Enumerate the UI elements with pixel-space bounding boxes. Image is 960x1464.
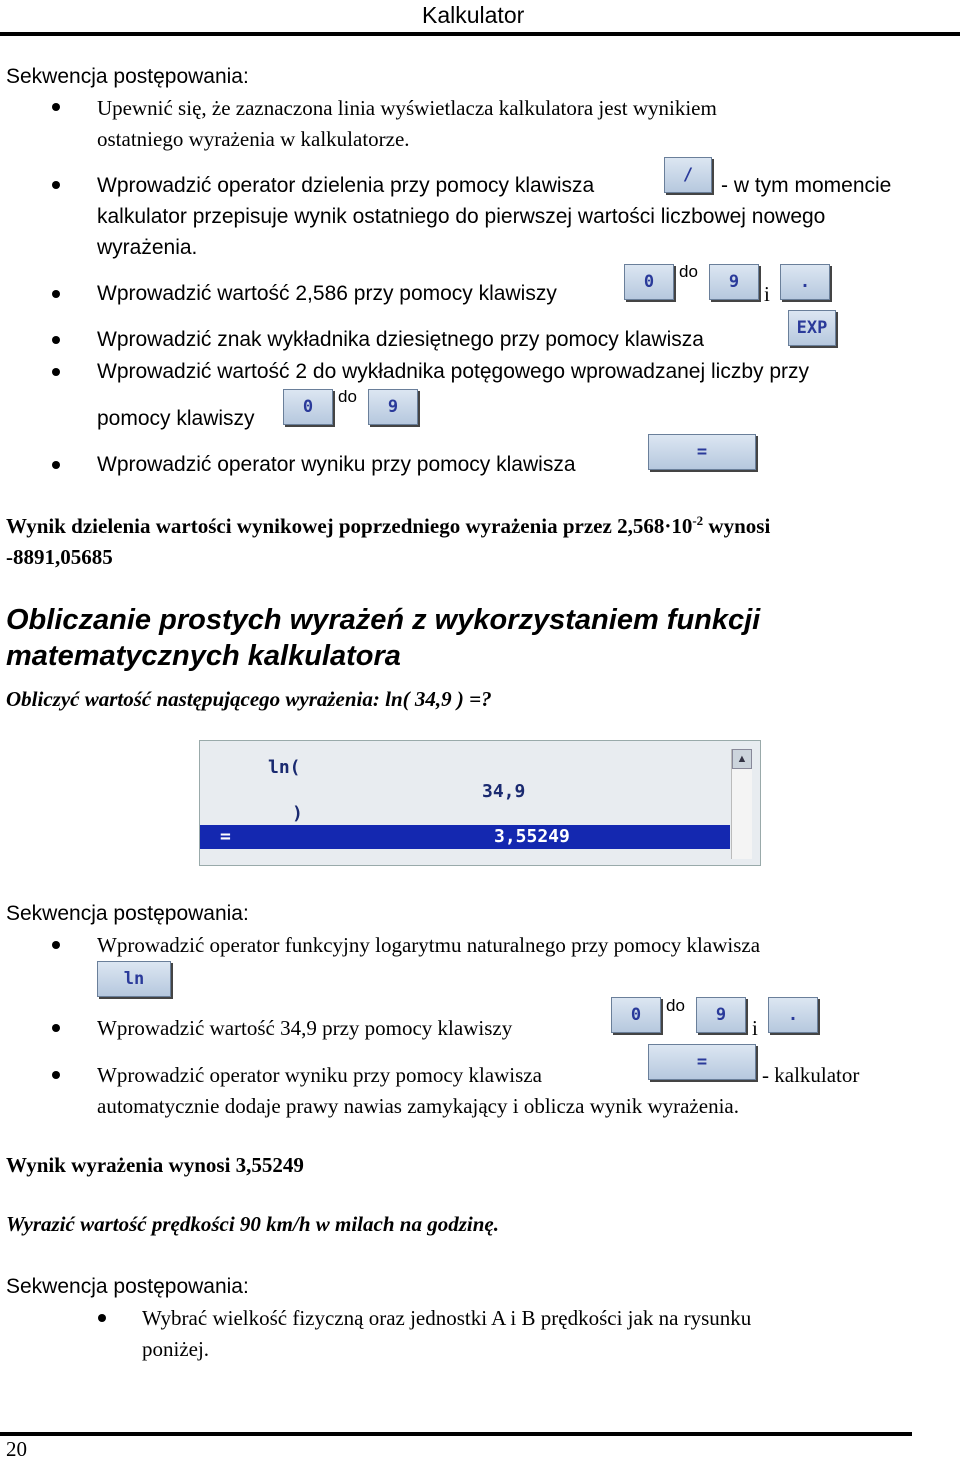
sequence-label: Sekwencja postępowania: xyxy=(6,65,249,88)
footer-rule xyxy=(0,1432,912,1436)
bullet xyxy=(98,1314,106,1322)
display-line-2: 34,9 xyxy=(482,781,526,802)
bullet xyxy=(52,461,60,469)
bullet xyxy=(52,1024,60,1032)
bullet xyxy=(52,336,60,344)
task-text: Wyrazić wartość prędkości 90 km/h w milach na godzinę. xyxy=(6,1212,499,1236)
step-text: pomocy klawiszy xyxy=(97,407,255,430)
bullet xyxy=(52,1071,60,1079)
calculator-display xyxy=(199,740,761,866)
equals-key: = xyxy=(648,434,756,470)
step-text: - kalkulator xyxy=(762,1063,860,1087)
page-number: 20 xyxy=(6,1437,27,1461)
result-text: Wynik wyrażenia wynosi 3,55249 xyxy=(6,1153,304,1177)
step-text: Wprowadzić operator dzielenia przy pomocy klawisza xyxy=(97,174,595,197)
task-text: Obliczyć wartość następującego wyrażenia: ln( 34,9 ) =? xyxy=(6,687,492,711)
step-text: Wprowadzić znak wykładnika dziesiętnego przy pomocy klawisza xyxy=(97,328,704,351)
step-text: Upewnić się, że zaznaczona linia wyświetlacza kalkulatora jest wynikiem xyxy=(97,96,717,120)
ln-key: ln xyxy=(97,961,171,997)
do-label: do xyxy=(679,262,698,281)
sequence-label: Sekwencja postępowania: xyxy=(6,1275,249,1298)
step-text: - w tym momencie xyxy=(721,174,892,197)
step-text: Wprowadzić operator wyniku przy pomocy klawisza xyxy=(97,1063,542,1087)
step-text: Wprowadzić wartość 2,586 przy pomocy klawiszy xyxy=(97,282,557,305)
do-label: do xyxy=(666,996,685,1015)
step-text: kalkulator przepisuje wynik ostatniego do pierwszej wartości liczbowej nowego xyxy=(97,205,826,228)
display-line-1: ln( xyxy=(268,757,301,778)
step-text: wyrażenia. xyxy=(97,236,198,259)
display-scrollbar[interactable] xyxy=(731,749,752,859)
step-text: Wprowadzić wartość 2 do wykładnika potęgowego wprowadzanej liczby przy xyxy=(97,360,810,383)
nine-key: 9 xyxy=(696,997,746,1033)
dot-key: . xyxy=(780,264,830,300)
header-rule xyxy=(0,32,960,36)
scroll-up-icon[interactable]: ▲ xyxy=(732,749,752,769)
bullet xyxy=(52,368,60,376)
do-label: do xyxy=(338,387,357,406)
bullet xyxy=(52,290,60,298)
result-value: -8891,05685 xyxy=(6,545,113,569)
display-line-3: ) xyxy=(292,803,303,824)
display-result-row xyxy=(200,825,730,849)
sequence-label: Sekwencja postępowania: xyxy=(6,902,249,925)
result-line xyxy=(6,511,770,541)
and-label: i xyxy=(752,1016,758,1040)
nine-key: 9 xyxy=(368,389,418,425)
result-text: Wynik dzielenia wartości wynikowej poprzedniego wyrażenia przez 2,568·10 xyxy=(6,514,693,538)
section-heading: Obliczanie prostych wyrażeń z wykorzystaniem funkcji xyxy=(6,604,761,636)
result-after: wynosi xyxy=(708,514,771,538)
step-text: Wprowadzić wartość 34,9 przy pomocy klawiszy xyxy=(97,1016,513,1040)
display-result-prefix: = xyxy=(220,826,231,847)
bullet xyxy=(52,181,60,189)
step-text: poniżej. xyxy=(142,1337,210,1361)
bullet xyxy=(52,941,60,949)
nine-key: 9 xyxy=(709,264,759,300)
result-exponent: -2 xyxy=(692,513,704,528)
dot-key: . xyxy=(768,997,818,1033)
equals-key: = xyxy=(648,1044,756,1080)
step-text: Wybrać wielkość fizyczną oraz jednostki A i B prędkości jak na rysunku xyxy=(142,1306,752,1330)
zero-key: 0 xyxy=(283,389,333,425)
display-result-value: 3,55249 xyxy=(494,826,570,847)
and-label: i xyxy=(764,282,770,306)
step-text: automatycznie dodaje prawy nawias zamykający i oblicza wynik wyrażenia. xyxy=(97,1094,739,1118)
step-text: Wprowadzić operator funkcyjny logarytmu naturalnego przy pomocy klawisza xyxy=(97,933,761,957)
bullet xyxy=(52,103,60,111)
step-text: Wprowadzić operator wyniku przy pomocy klawisza xyxy=(97,453,576,476)
step-text: ostatniego wyrażenia w kalkulatorze. xyxy=(97,127,410,151)
zero-key: 0 xyxy=(624,264,674,300)
page-header-title: Kalkulator xyxy=(422,2,525,28)
zero-key: 0 xyxy=(611,997,661,1033)
section-heading: matematycznych kalkulatora xyxy=(6,640,401,672)
divide-key: / xyxy=(664,157,712,193)
exp-key: EXP xyxy=(788,310,836,346)
